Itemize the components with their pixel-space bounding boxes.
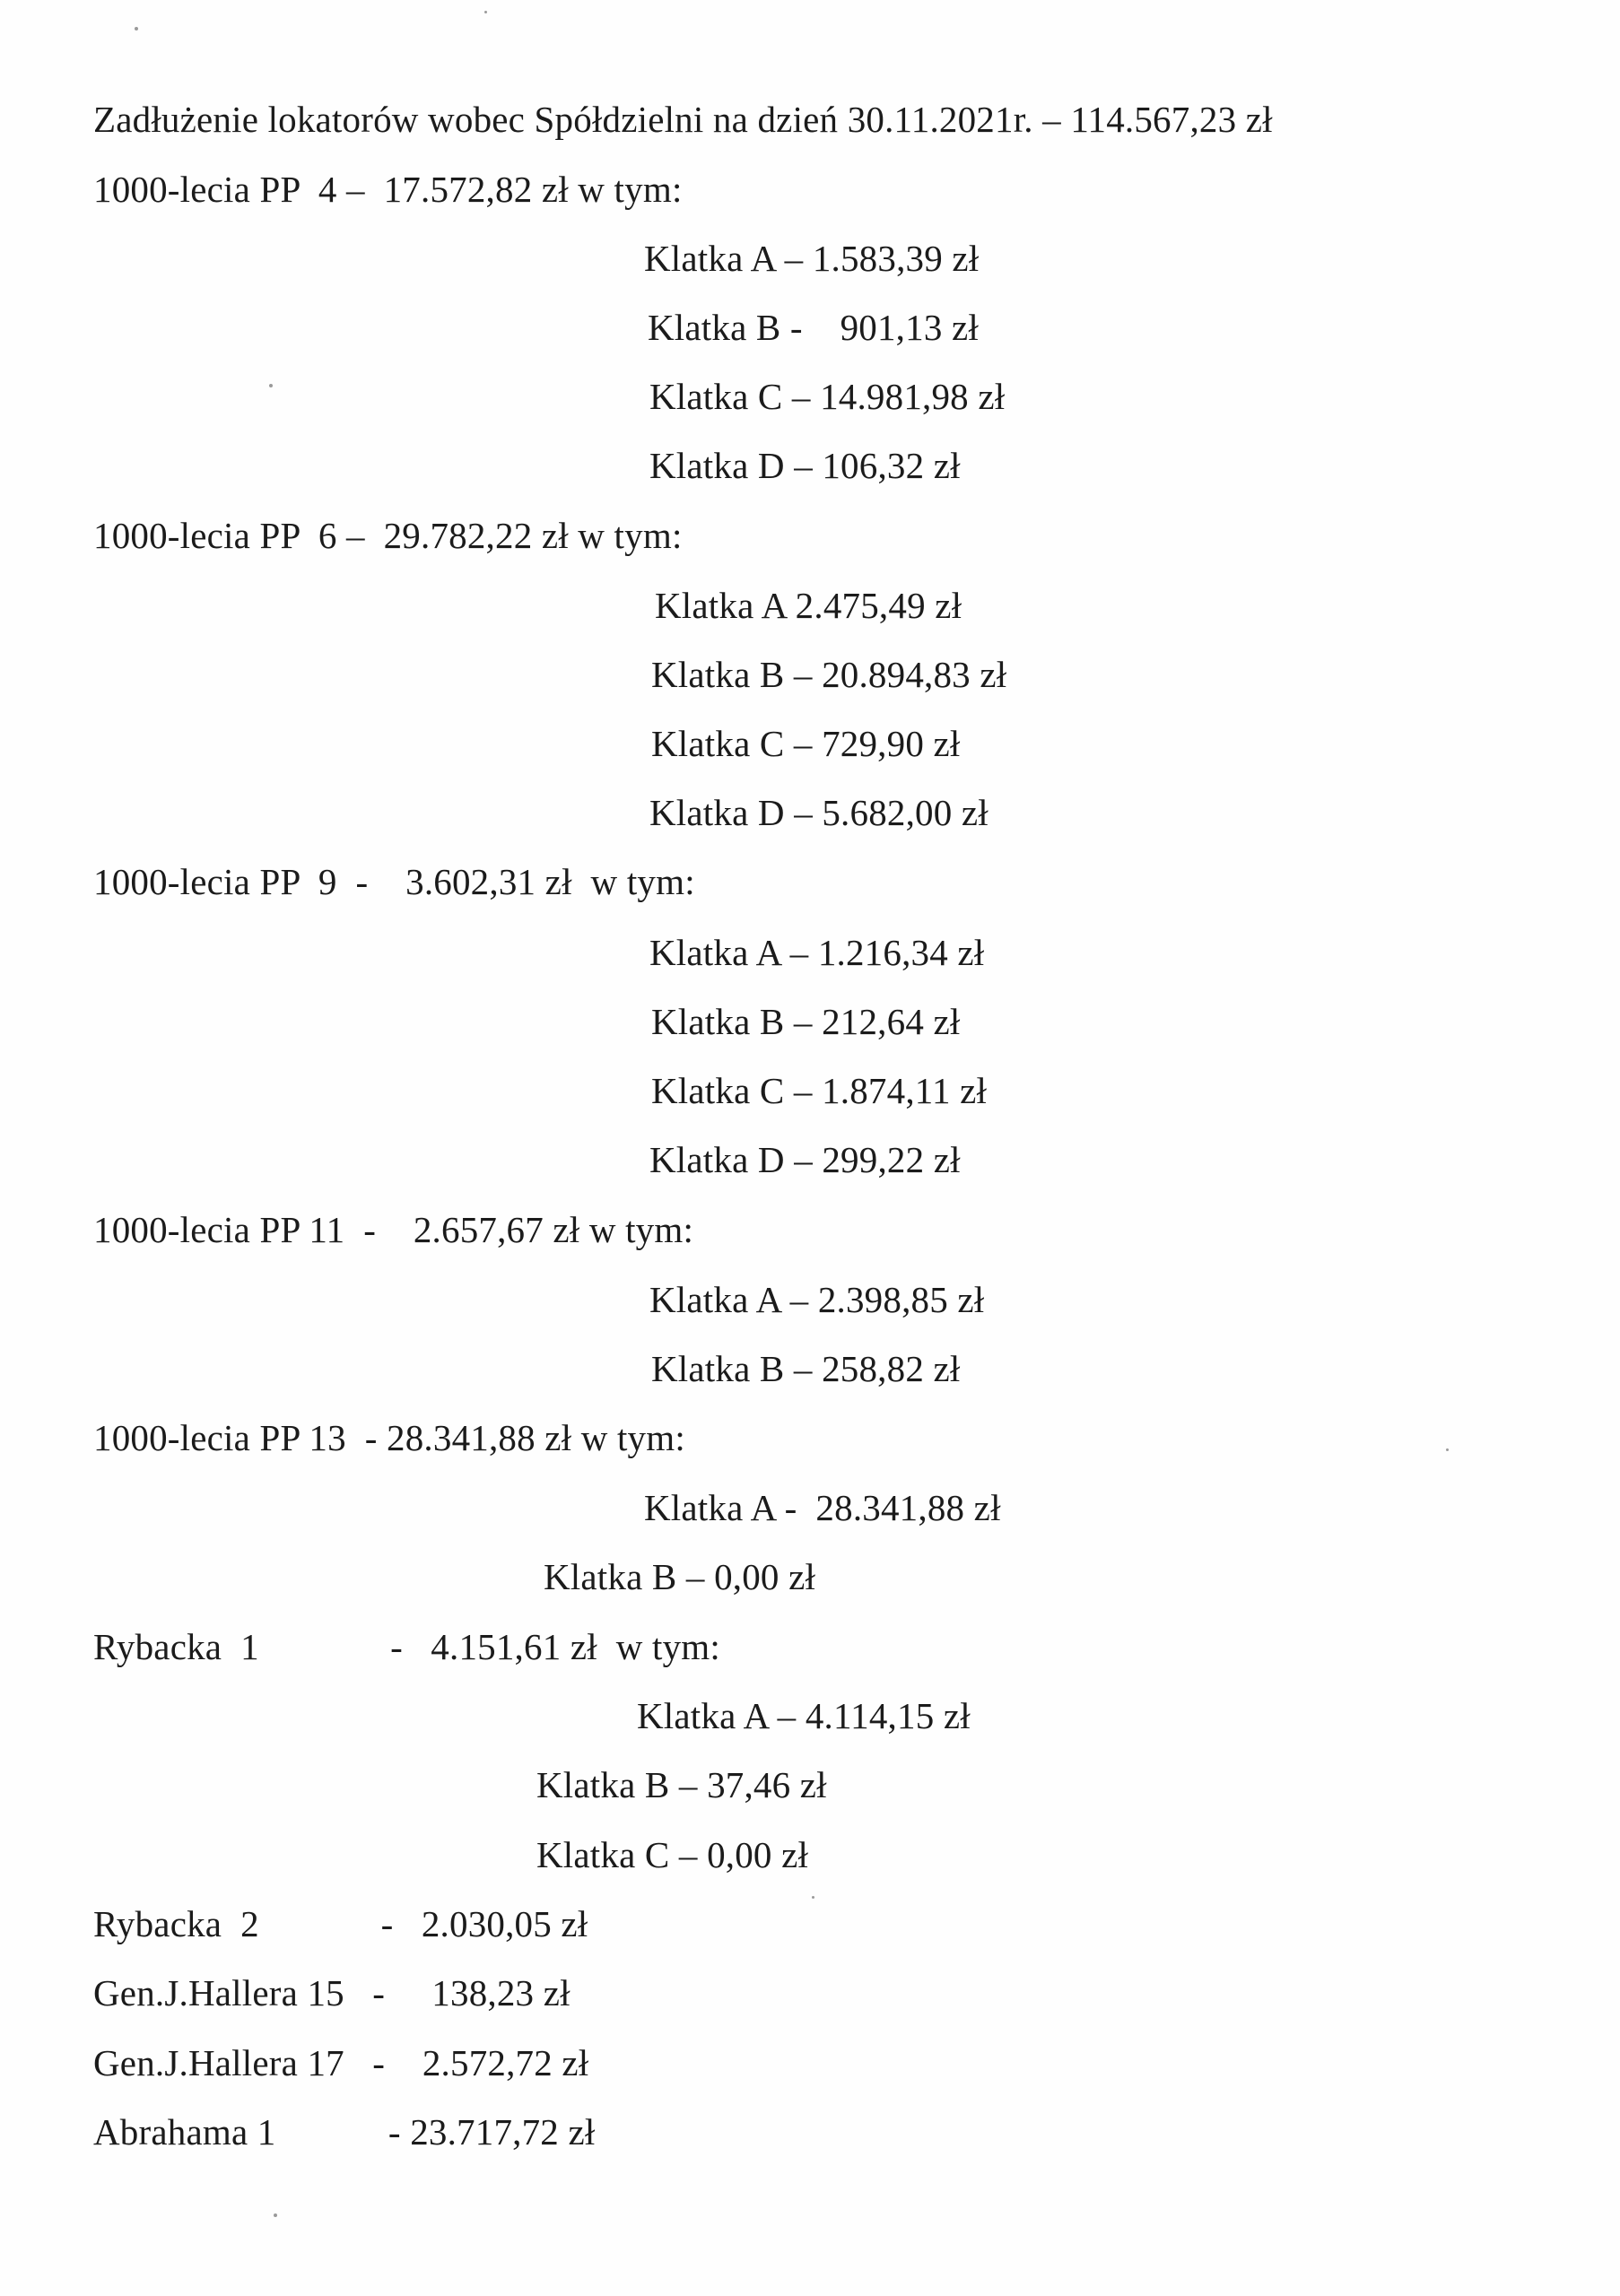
scan-speck xyxy=(135,27,138,30)
building-line: 1000-lecia PP 9 - 3.602,31 zł w tym: xyxy=(93,861,695,902)
building-line: Rybacka 2 - 2.030,05 zł xyxy=(93,1903,588,1944)
scan-speck xyxy=(269,384,273,387)
building-line: Abrahama 1 - 23.717,72 zł xyxy=(93,2111,596,2152)
stairwell-line: Klatka A – 2.398,85 zł xyxy=(649,1279,985,1320)
stairwell-line: Klatka B – 258,82 zł xyxy=(651,1348,961,1389)
stairwell-line: Klatka A – 4.114,15 zł xyxy=(637,1695,971,1736)
scan-speck xyxy=(484,11,487,13)
stairwell-line: Klatka B – 212,64 zł xyxy=(651,1001,961,1042)
building-line: Gen.J.Hallera 15 - 138,23 zł xyxy=(93,1972,570,2013)
stairwell-line: Klatka A 2.475,49 zł xyxy=(655,585,962,626)
scan-speck xyxy=(274,2213,277,2217)
building-line: 1000-lecia PP 13 - 28.341,88 zł w tym: xyxy=(93,1417,685,1458)
stairwell-line: Klatka C – 0,00 zł xyxy=(536,1834,809,1875)
stairwell-line: Klatka C – 729,90 zł xyxy=(651,723,961,764)
building-line: 1000-lecia PP 11 - 2.657,67 zł w tym: xyxy=(93,1209,694,1250)
scan-speck xyxy=(1446,1448,1449,1451)
building-line: 1000-lecia PP 4 – 17.572,82 zł w tym: xyxy=(93,169,683,210)
stairwell-line: Klatka D – 299,22 zł xyxy=(649,1139,961,1180)
stairwell-line: Klatka C – 1.874,11 zł xyxy=(651,1070,988,1111)
building-line: Rybacka 1 - 4.151,61 zł w tym: xyxy=(93,1626,720,1667)
stairwell-line: Klatka A - 28.341,88 zł xyxy=(644,1487,1001,1528)
stairwell-line: Klatka D – 106,32 zł xyxy=(649,445,961,486)
building-line: Gen.J.Hallera 17 - 2.572,72 zł xyxy=(93,2042,589,2083)
stairwell-line: Klatka B – 37,46 zł xyxy=(536,1764,827,1805)
stairwell-line: Klatka D – 5.682,00 zł xyxy=(649,792,989,833)
stairwell-line: Klatka B – 20.894,83 zł xyxy=(651,654,1007,695)
stairwell-line: Klatka A – 1.216,34 zł xyxy=(649,932,985,973)
stairwell-line: Klatka A – 1.583,39 zł xyxy=(644,238,980,279)
scan-speck xyxy=(812,1896,814,1899)
document-header: Zadłużenie lokatorów wobec Spółdzielni na dzień 30.11.2021r. – 114.567,23 zł xyxy=(93,99,1273,140)
stairwell-line: Klatka B – 0,00 zł xyxy=(544,1556,816,1597)
stairwell-line: Klatka C – 14.981,98 zł xyxy=(649,376,1006,417)
stairwell-line: Klatka B - 901,13 zł xyxy=(648,307,979,348)
building-line: 1000-lecia PP 6 – 29.782,22 zł w tym: xyxy=(93,515,683,556)
